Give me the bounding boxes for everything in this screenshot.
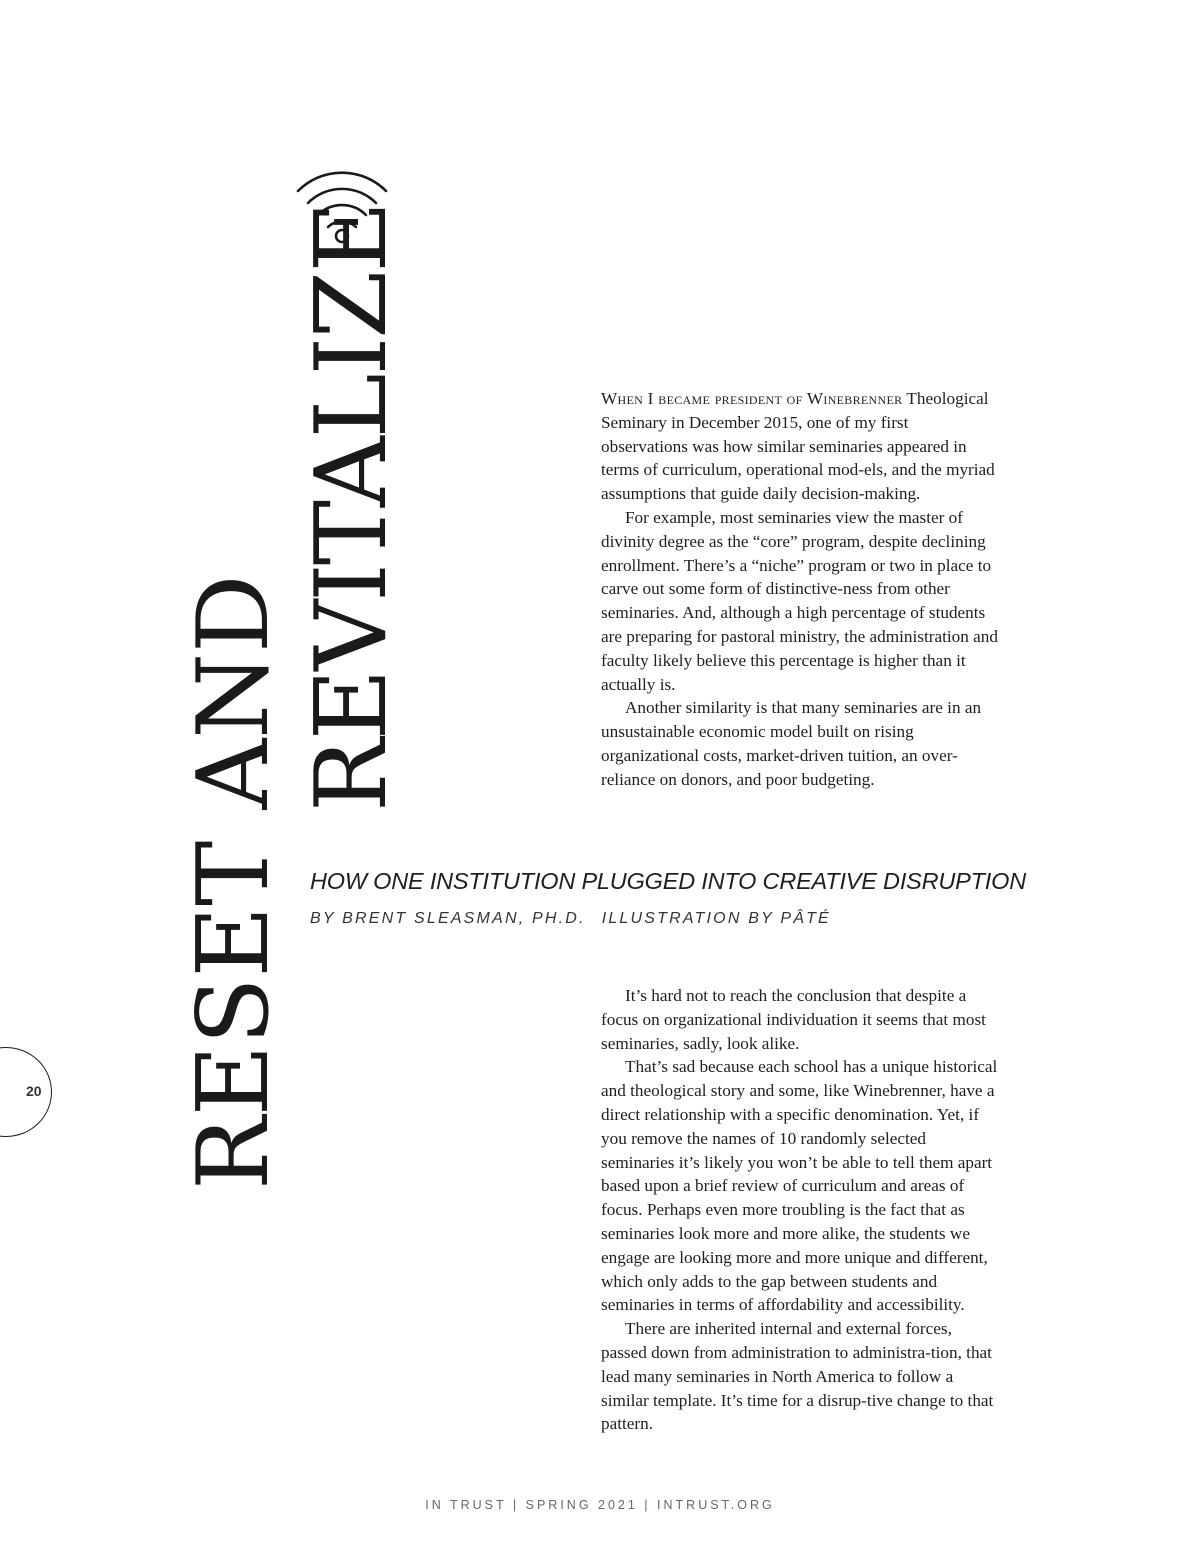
paragraph: For example, most seminaries view the master of divinity degree as the “core” program, despite declining enrollment. There’s a “niche” program or two in place to carve out some form of distinctive-ness from other seminaries. And, although a high percentage of students are preparing for pastoral ministry, the administration and faculty likely believe this percentage is higher than it actually is. bbox=[601, 507, 998, 694]
page-number: 20 bbox=[26, 1083, 42, 1099]
illustration-credit: ILLUSTRATION BY PÂTÉ bbox=[601, 910, 831, 927]
body-column-top bbox=[601, 387, 998, 792]
article-deck: HOW ONE INSTITUTION PLUGGED INTO CREATIVE DISRUPTION bbox=[310, 868, 1026, 894]
paragraph: There are inherited internal and external forces, passed down from administration to administra-tion, that lead many seminaries in North America to follow a similar template. It’s time for a disrup-tive change to that pattern. bbox=[601, 1319, 994, 1434]
page-footer: IN TRUST | SPRING 2021 | INTRUST.ORG bbox=[425, 1498, 775, 1512]
author-credit: BY BRENT SLEASMAN, PH.D. bbox=[310, 910, 586, 927]
wifi-signal-icon bbox=[294, 165, 390, 249]
paragraph: It’s hard not to reach the conclusion that despite a focus on organizational individuation it seems that most seminaries, sadly, look alike. bbox=[601, 986, 986, 1053]
byline bbox=[310, 910, 831, 928]
headline-line-2: REVITALIZE bbox=[295, 202, 409, 812]
paragraph: Another similarity is that many seminaries are in an unsustainable economic model built on rising organizational costs, market-driven tuition, an over-reliance on donors, and poor budgeting. bbox=[601, 698, 982, 789]
paragraph: That’s sad because each school has a unique historical and theological story and some, like Winebrenner, have a direct relationship with a specific denomination. Yet, if you remove the names of 10 randomly selected seminaries it’s likely you won’t be able to tell them apart based upon a brief review of curriculum and areas of focus. Perhaps even more troubling is the fact that as seminaries look more and more alike, the students we engage are looking more and more unique and different, which only adds to the gap between students and seminaries in terms of affordability and accessibility. bbox=[601, 1057, 998, 1315]
headline-line-1: RESET AND bbox=[177, 574, 291, 1190]
body-column-bottom bbox=[601, 984, 998, 1436]
lead-in: When I became president of Winebrenner bbox=[601, 389, 903, 408]
paragraph-intro-text: Theological Seminary in December 2015, one of my first observations was how similar seminaries appeared in terms of curriculum, operational mod-els, and the myriad assumptions that guide daily decision-making. bbox=[601, 389, 995, 504]
paragraph-intro bbox=[601, 387, 998, 506]
